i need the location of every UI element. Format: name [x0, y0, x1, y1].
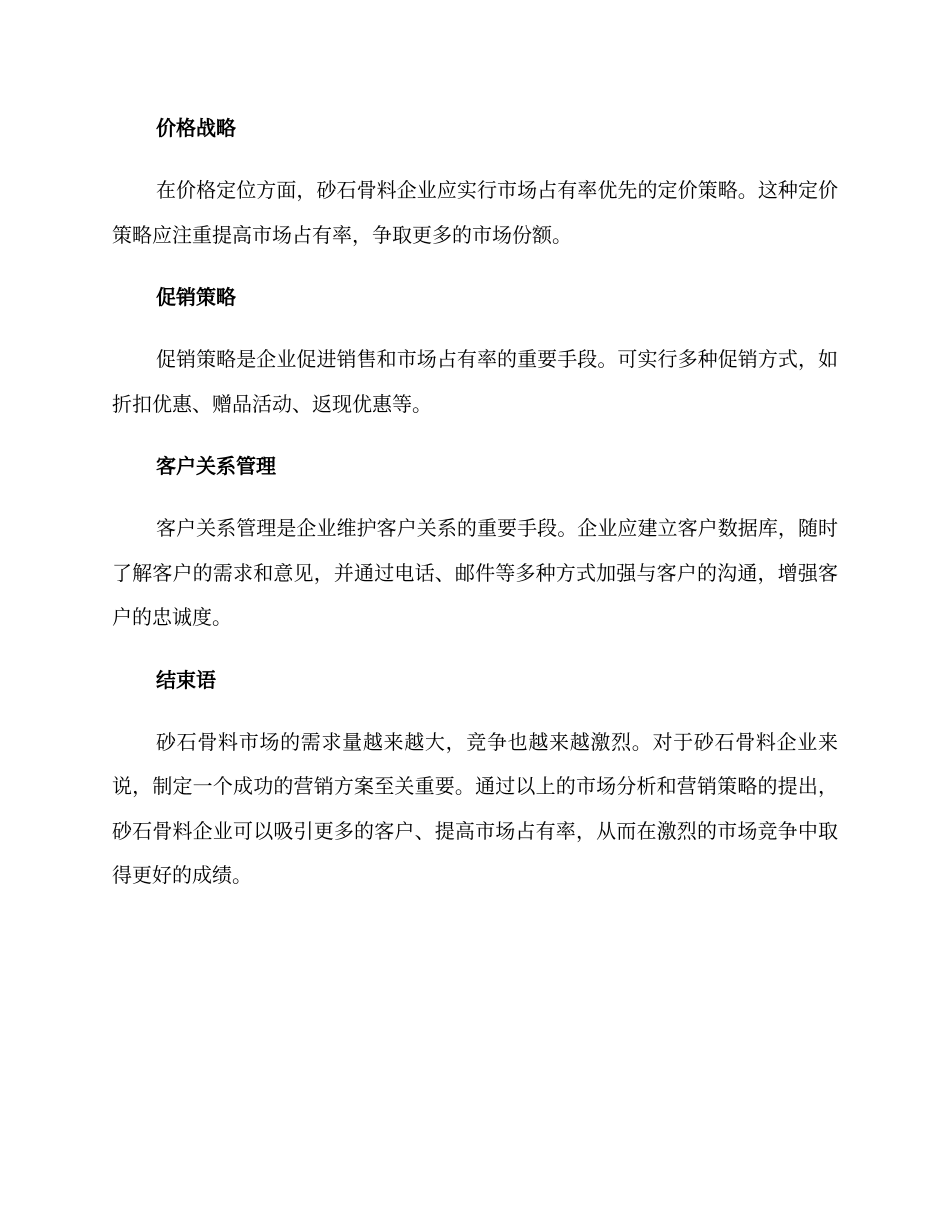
section-paragraph: 促销策略是企业促进销售和市场占有率的重要手段。可实行多种促销方式，如折扣优惠、赠品活动、返现优惠等。: [112, 347, 838, 416]
section-heading: 价格战略: [156, 116, 236, 140]
section-customer-relationship: [112, 450, 838, 640]
section-pricing-strategy: [112, 112, 838, 257]
section-heading: 促销策略: [156, 285, 236, 309]
section-heading: 结束语: [156, 667, 216, 692]
section-heading: 客户关系管理: [156, 454, 276, 478]
section-paragraph: 在价格定位方面，砂石骨料企业应实行市场占有率优先的定价策略。这种定价策略应注重提高市场占有率，争取更多的市场份额。: [112, 178, 838, 247]
section-paragraph: 砂石骨料市场的需求量越来越大，竞争也越来越激烈。对于砂石骨料企业来说，制定一个成功的营销方案至关重要。通过以上的市场分析和营销策略的提出，砂石骨料企业可以吸引更多的客户、提高市场占有率，从而在激烈的市场竞争中取得更好的成绩。: [112, 729, 838, 887]
section-conclusion: [112, 664, 838, 898]
section-paragraph: 客户关系管理是企业维护客户关系的重要手段。企业应建立客户数据库，随时了解客户的需求和意见，并通过电话、邮件等多种方式加强与客户的沟通，增强客户的忠诚度。: [112, 516, 838, 629]
section-promotion-strategy: [112, 281, 838, 426]
